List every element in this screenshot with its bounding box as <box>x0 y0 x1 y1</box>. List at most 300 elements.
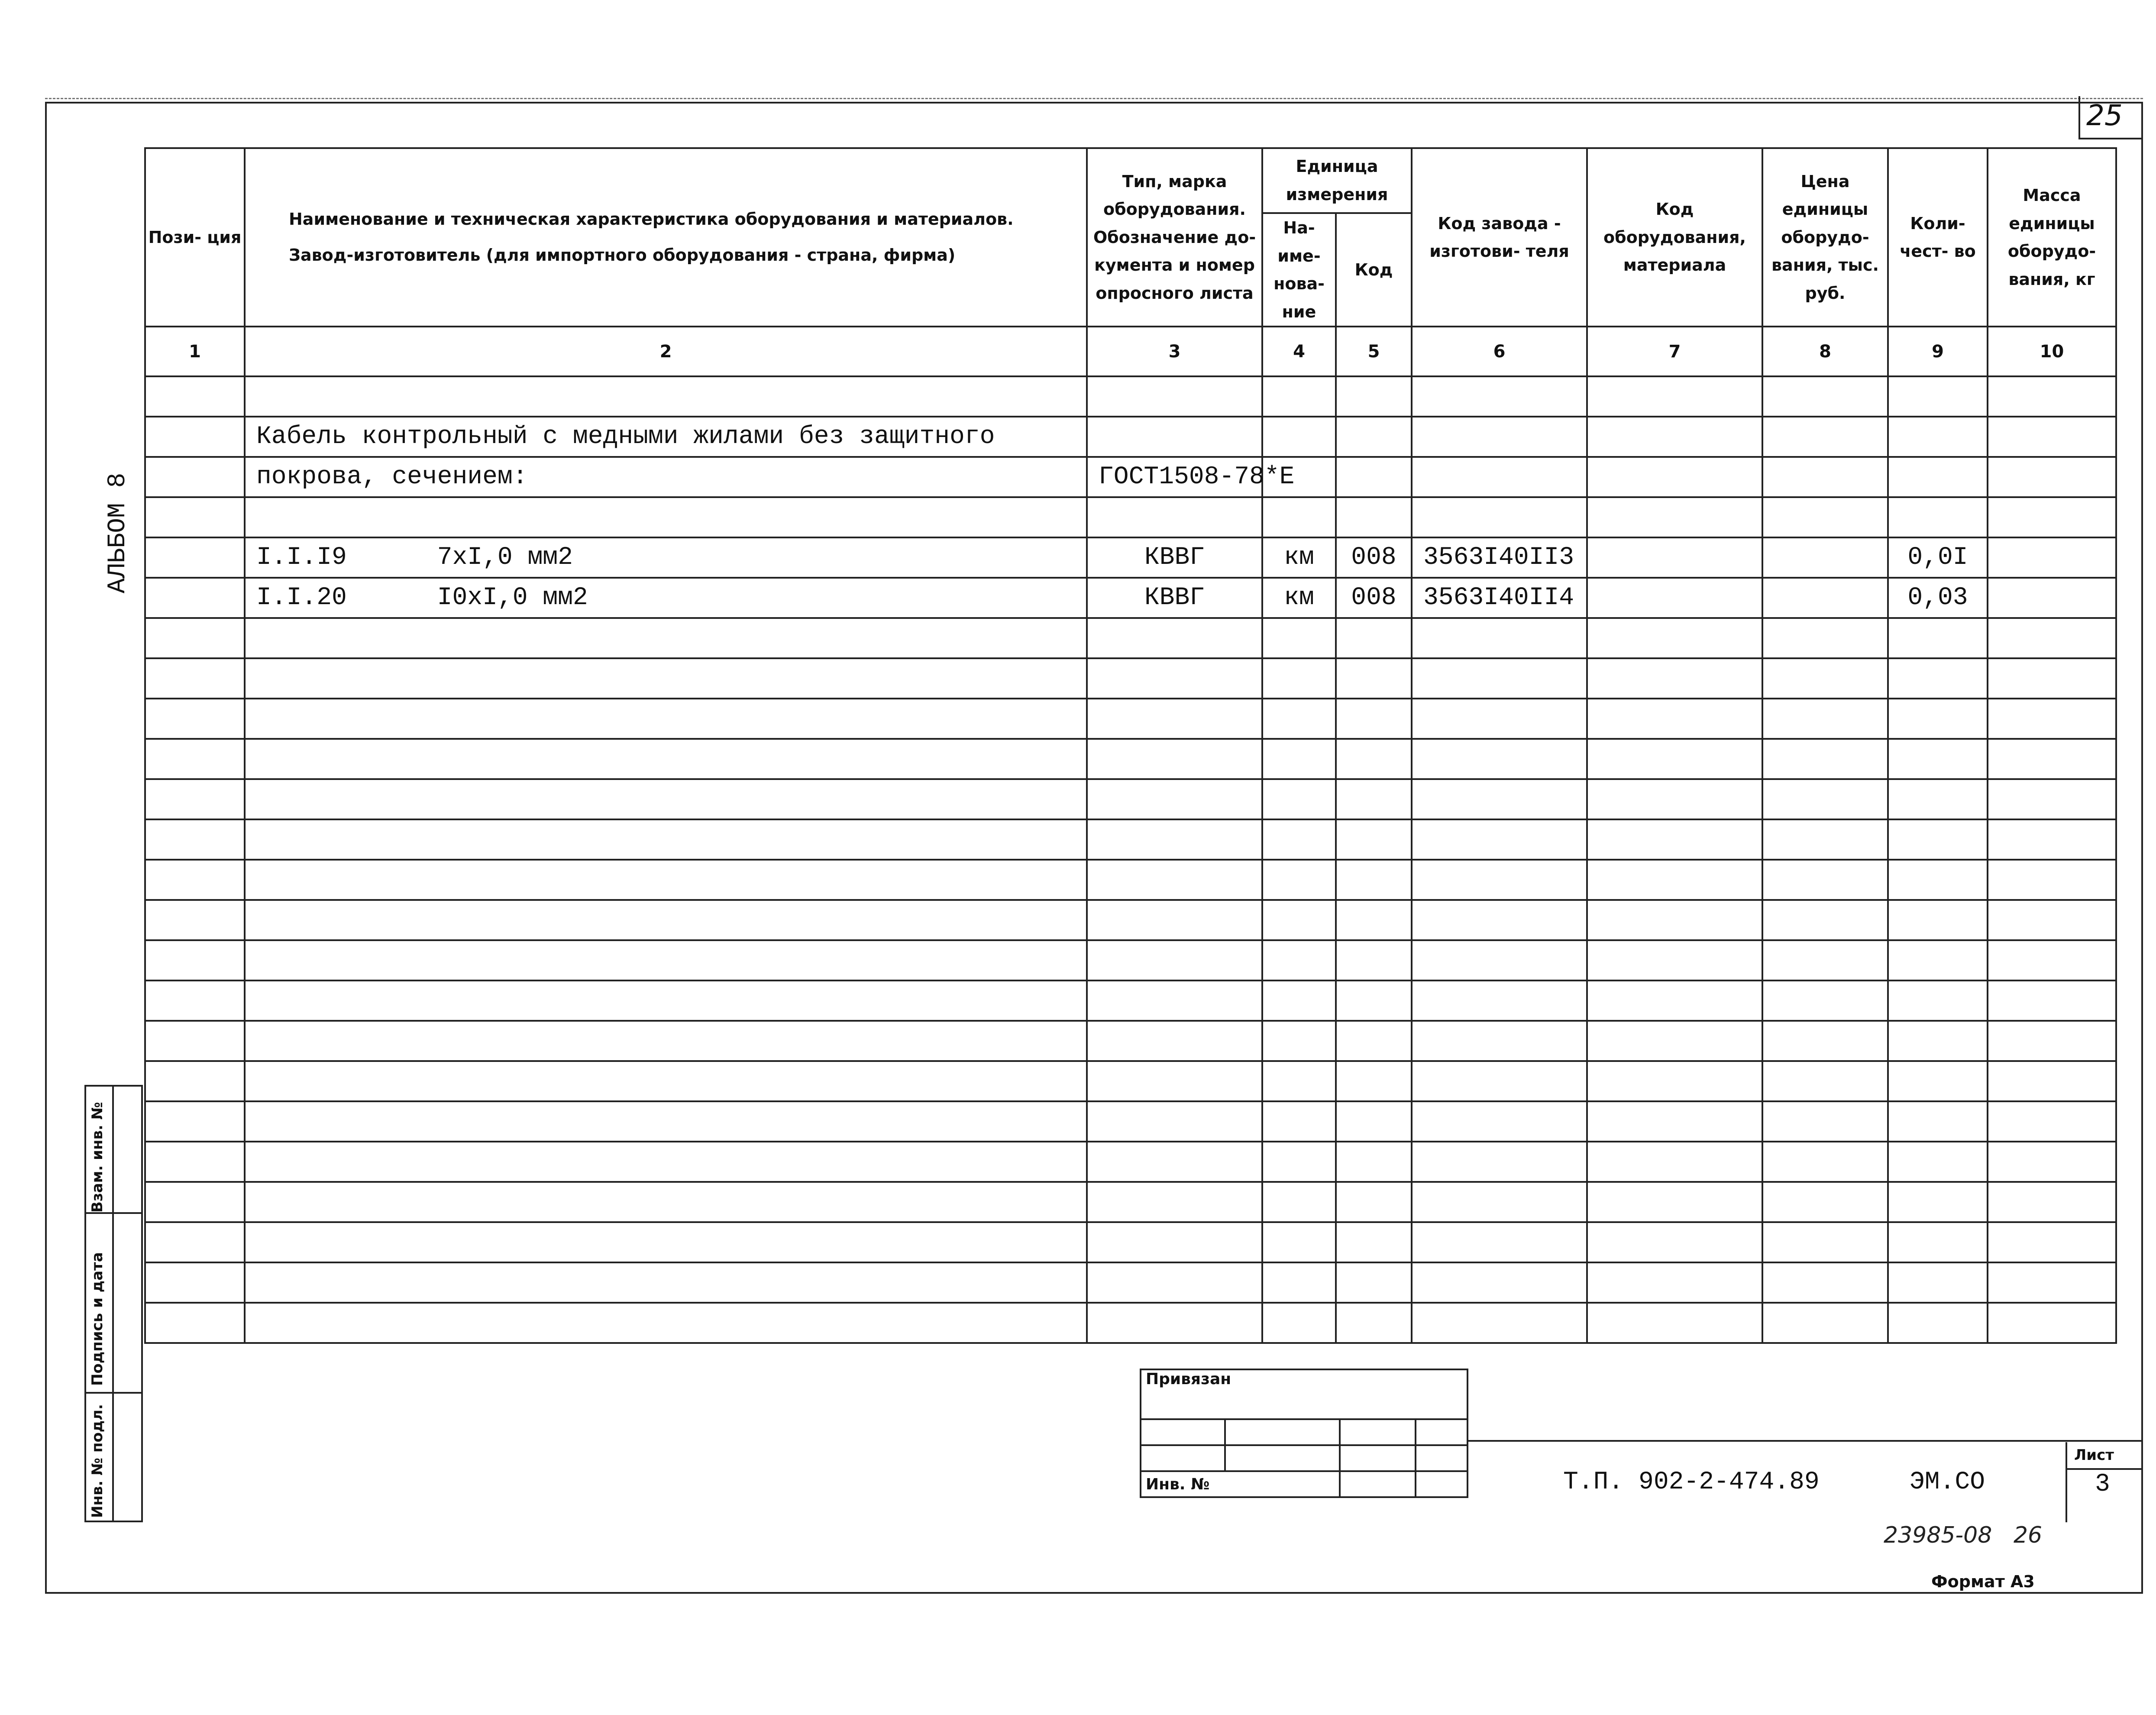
empty-cell <box>1587 658 1762 699</box>
cell-plant-code <box>1412 497 1587 537</box>
empty-cell <box>1412 940 1587 980</box>
empty-cell <box>1988 1142 2116 1182</box>
empty-cell <box>1336 1101 1412 1142</box>
empty-cell <box>1762 658 1888 699</box>
empty-cell <box>1087 1021 1262 1061</box>
empty-cell <box>1762 1182 1888 1222</box>
empty-cell <box>1587 1262 1762 1303</box>
empty-cell <box>1587 1142 1762 1182</box>
document-code: Т.П. 902-2-474.89 <box>1563 1468 1820 1496</box>
empty-cell <box>1988 699 2116 739</box>
empty-cell <box>1262 1021 1336 1061</box>
cell-type: КВВГ <box>1087 578 1262 618</box>
empty-cell <box>1888 739 1988 779</box>
title-block-line <box>1467 1440 2143 1442</box>
empty-cell <box>245 739 1087 779</box>
empty-cell <box>245 1021 1087 1061</box>
empty-cell <box>1762 618 1888 658</box>
empty-cell <box>1087 860 1262 900</box>
empty-cell <box>1888 1182 1988 1222</box>
empty-cell <box>1087 699 1262 739</box>
empty-cell <box>1412 1182 1587 1222</box>
cell-price <box>1762 376 1888 417</box>
cell-mass <box>1988 497 2116 537</box>
column-number: 7 <box>1587 327 1762 376</box>
empty-cell <box>1412 860 1587 900</box>
empty-cell <box>1087 1142 1262 1182</box>
cell-mass <box>1988 417 2116 457</box>
empty-cell <box>1888 1262 1988 1303</box>
empty-cell <box>1262 940 1336 980</box>
empty-cell <box>1412 900 1587 940</box>
empty-row <box>145 739 2116 779</box>
empty-cell <box>1336 1142 1412 1182</box>
empty-cell <box>145 1303 245 1343</box>
empty-cell <box>1412 980 1587 1021</box>
column-number: 5 <box>1336 327 1412 376</box>
empty-cell <box>1888 860 1988 900</box>
cell-name <box>245 376 1087 417</box>
empty-cell <box>1087 658 1262 699</box>
empty-cell <box>145 860 245 900</box>
cell-plant-code <box>1412 376 1587 417</box>
cell-plant-code: 3563I40II3 <box>1412 537 1587 578</box>
empty-cell <box>1587 1222 1762 1262</box>
empty-cell <box>1336 1303 1412 1343</box>
empty-cell <box>145 980 245 1021</box>
sheet-divider <box>2065 1468 2143 1470</box>
cell-position <box>145 497 245 537</box>
cell-unit: км <box>1262 537 1336 578</box>
cell-plant-code: 3563I40II4 <box>1412 578 1587 618</box>
empty-cell <box>245 980 1087 1021</box>
empty-cell <box>1412 618 1587 658</box>
empty-cell <box>1412 1262 1587 1303</box>
empty-cell <box>1762 1262 1888 1303</box>
cell-code <box>1336 497 1412 537</box>
cell-name <box>245 497 1087 537</box>
empty-row <box>145 900 2116 940</box>
empty-cell <box>1762 980 1888 1021</box>
empty-cell <box>1762 779 1888 819</box>
cell-quantity <box>1888 497 1988 537</box>
cell-type <box>1087 376 1262 417</box>
cell-mass <box>1988 457 2116 497</box>
header-type: Тип, марка оборудования. Обозначение до- кумента и номер опросного листа <box>1087 148 1262 327</box>
empty-cell <box>1262 819 1336 860</box>
empty-cell <box>1087 900 1262 940</box>
cell-equipment-code <box>1587 457 1762 497</box>
cell-equipment-code <box>1587 578 1762 618</box>
empty-cell <box>1587 1101 1762 1142</box>
empty-row <box>145 779 2116 819</box>
column-number: 1 <box>145 327 245 376</box>
empty-cell <box>1412 1303 1587 1343</box>
empty-cell <box>1262 699 1336 739</box>
empty-row <box>145 819 2116 860</box>
empty-cell <box>1762 1303 1888 1343</box>
empty-cell <box>1412 658 1587 699</box>
sheet-label: Лист <box>2074 1446 2114 1464</box>
header-plant-code: Код завода - изготови- теля <box>1412 148 1587 327</box>
table-row <box>145 376 2116 417</box>
empty-cell <box>245 658 1087 699</box>
empty-row <box>145 699 2116 739</box>
empty-cell <box>1762 819 1888 860</box>
empty-cell <box>245 1222 1087 1262</box>
empty-cell <box>245 699 1087 739</box>
empty-cell <box>1988 618 2116 658</box>
empty-cell <box>1336 819 1412 860</box>
empty-cell <box>1988 1182 2116 1222</box>
empty-cell <box>145 1142 245 1182</box>
cell-type <box>1087 417 1262 457</box>
empty-cell <box>1336 1182 1412 1222</box>
empty-cell <box>1587 1182 1762 1222</box>
empty-cell <box>1888 1061 1988 1101</box>
empty-cell <box>1988 860 2116 900</box>
cell-price <box>1762 578 1888 618</box>
empty-row <box>145 658 2116 699</box>
empty-cell <box>1412 1142 1587 1182</box>
cell-position <box>145 457 245 497</box>
column-number: 6 <box>1412 327 1587 376</box>
empty-cell <box>1412 1101 1587 1142</box>
empty-row <box>145 860 2116 900</box>
empty-cell <box>145 1262 245 1303</box>
empty-cell <box>1888 658 1988 699</box>
empty-row <box>145 1142 2116 1182</box>
column-number: 4 <box>1262 327 1336 376</box>
empty-cell <box>1262 1222 1336 1262</box>
document-mark: ЭМ.СО <box>1910 1468 1985 1496</box>
empty-cell <box>1587 1303 1762 1343</box>
empty-cell <box>1262 658 1336 699</box>
empty-cell <box>1262 1303 1336 1343</box>
cell-unit <box>1262 376 1336 417</box>
empty-cell <box>145 1222 245 1262</box>
column-number: 8 <box>1762 327 1888 376</box>
cell-type <box>1087 497 1262 537</box>
table-row <box>145 578 2116 618</box>
empty-cell <box>1888 980 1988 1021</box>
empty-cell <box>1412 699 1587 739</box>
empty-row <box>145 1101 2116 1142</box>
header-quantity: Коли- чест- во <box>1888 148 1988 327</box>
header-price: Цена единицы оборудо- вания, тыс. руб. <box>1762 148 1888 327</box>
empty-cell <box>245 1182 1087 1222</box>
empty-cell <box>1587 699 1762 739</box>
empty-row <box>145 1182 2116 1222</box>
sheet-number: 3 <box>2095 1470 2110 1498</box>
cell-quantity: 0,03 <box>1888 578 1988 618</box>
empty-cell <box>1587 1021 1762 1061</box>
empty-cell <box>1087 1303 1262 1343</box>
cell-code <box>1336 376 1412 417</box>
cell-unit <box>1262 417 1336 457</box>
cell-type: КВВГ <box>1087 537 1262 578</box>
empty-cell <box>1262 779 1336 819</box>
cell-code <box>1336 457 1412 497</box>
empty-cell <box>1988 658 2116 699</box>
cell-unit <box>1262 497 1336 537</box>
empty-cell <box>1336 1021 1412 1061</box>
empty-cell <box>1988 1021 2116 1061</box>
cell-price <box>1762 497 1888 537</box>
empty-cell <box>1762 699 1888 739</box>
empty-cell <box>1988 900 2116 940</box>
empty-cell <box>145 940 245 980</box>
header-position: Пози- ция <box>145 148 245 327</box>
empty-cell <box>1762 860 1888 900</box>
empty-cell <box>145 739 245 779</box>
empty-cell <box>1888 1021 1988 1061</box>
empty-cell <box>1762 1021 1888 1061</box>
empty-cell <box>1888 1101 1988 1142</box>
empty-cell <box>1336 739 1412 779</box>
empty-cell <box>1336 699 1412 739</box>
empty-cell <box>1336 658 1412 699</box>
empty-cell <box>1888 1222 1988 1262</box>
column-number: 9 <box>1888 327 1988 376</box>
empty-cell <box>145 1021 245 1061</box>
empty-cell <box>145 819 245 860</box>
empty-cell <box>1587 1061 1762 1101</box>
empty-cell <box>1587 860 1762 900</box>
sidebar-label-podpis: Подпись и дата <box>89 1252 106 1386</box>
empty-cell <box>145 1182 245 1222</box>
empty-cell <box>1087 1061 1262 1101</box>
cell-type: ГОСТ1508-78*Е <box>1087 457 1262 497</box>
empty-cell <box>1888 1303 1988 1343</box>
table-row <box>145 417 2116 457</box>
empty-cell <box>145 699 245 739</box>
header-equipment-code: Код оборудования, материала <box>1587 148 1762 327</box>
empty-cell <box>1888 618 1988 658</box>
empty-cell <box>1762 900 1888 940</box>
header-row-top <box>145 148 2116 213</box>
cell-code: 008 <box>1336 578 1412 618</box>
empty-cell <box>245 1142 1087 1182</box>
page-number: 25 <box>2086 99 2123 132</box>
empty-cell <box>1988 940 2116 980</box>
empty-cell <box>245 779 1087 819</box>
empty-row <box>145 618 2116 658</box>
empty-row <box>145 1021 2116 1061</box>
empty-cell <box>1888 779 1988 819</box>
empty-cell <box>245 860 1087 900</box>
cell-position <box>145 537 245 578</box>
empty-cell <box>245 1101 1087 1142</box>
empty-cell <box>1988 1061 2116 1101</box>
empty-cell <box>245 1303 1087 1343</box>
empty-cell <box>1336 618 1412 658</box>
empty-cell <box>1988 779 2116 819</box>
empty-cell <box>1587 779 1762 819</box>
empty-cell <box>1762 1142 1888 1182</box>
empty-cell <box>1336 900 1412 940</box>
cell-position <box>145 376 245 417</box>
header-unit-name: На- име- нова- ние <box>1262 213 1336 327</box>
cell-quantity <box>1888 457 1988 497</box>
header-unit-group: Единица измерения <box>1262 148 1412 213</box>
album-label: АЛЬБОМ 8 <box>104 472 132 593</box>
empty-cell <box>1336 980 1412 1021</box>
cell-price <box>1762 417 1888 457</box>
table-row <box>145 497 2116 537</box>
empty-cell <box>1988 1262 2116 1303</box>
column-number: 10 <box>1988 327 2116 376</box>
sidebar-divider <box>112 1087 114 1521</box>
empty-cell <box>1888 819 1988 860</box>
empty-cell <box>1336 1061 1412 1101</box>
sidebar-label-inv: Инв. № подл. <box>89 1404 106 1518</box>
empty-cell <box>1336 1222 1412 1262</box>
stamp-inv-no: Инв. № <box>1141 1471 1340 1497</box>
empty-cell <box>145 1061 245 1101</box>
empty-cell <box>1587 819 1762 860</box>
stamp-privyazan: Привязан <box>1141 1369 1468 1419</box>
empty-cell <box>245 819 1087 860</box>
empty-cell <box>1762 739 1888 779</box>
empty-cell <box>1336 860 1412 900</box>
empty-cell <box>1336 779 1412 819</box>
cell-quantity <box>1888 417 1988 457</box>
empty-row <box>145 1262 2116 1303</box>
empty-cell <box>1412 1061 1587 1101</box>
empty-row <box>145 940 2116 980</box>
empty-cell <box>1587 739 1762 779</box>
empty-cell <box>1087 819 1262 860</box>
empty-cell <box>1262 1101 1336 1142</box>
empty-cell <box>1988 1303 2116 1343</box>
empty-cell <box>1762 1222 1888 1262</box>
empty-cell <box>1888 1142 1988 1182</box>
empty-cell <box>1087 739 1262 779</box>
sidebar-label-vzam: Взам. инв. № <box>89 1102 106 1213</box>
empty-cell <box>1087 618 1262 658</box>
empty-cell <box>1587 980 1762 1021</box>
empty-cell <box>1087 1101 1262 1142</box>
empty-cell <box>1262 980 1336 1021</box>
empty-cell <box>145 779 245 819</box>
cell-price <box>1762 457 1888 497</box>
empty-cell <box>1762 1061 1888 1101</box>
empty-cell <box>1988 1222 2116 1262</box>
column-number: 2 <box>245 327 1087 376</box>
header-unit-code: Код <box>1336 213 1412 327</box>
empty-cell <box>1412 739 1587 779</box>
empty-cell <box>1087 1222 1262 1262</box>
cell-code <box>1336 417 1412 457</box>
empty-cell <box>245 900 1087 940</box>
empty-cell <box>245 940 1087 980</box>
table-row <box>145 457 2116 497</box>
table-row <box>145 537 2116 578</box>
empty-cell <box>145 900 245 940</box>
empty-cell <box>1262 1142 1336 1182</box>
cell-name: I.I.I9 7xI,0 мм2 <box>245 537 1087 578</box>
empty-cell <box>1988 819 2116 860</box>
empty-cell <box>245 1061 1087 1101</box>
empty-cell <box>245 618 1087 658</box>
empty-cell <box>1262 1182 1336 1222</box>
column-number: 3 <box>1087 327 1262 376</box>
cell-equipment-code <box>1587 497 1762 537</box>
empty-cell <box>1087 1182 1262 1222</box>
cell-name: покрова, сечением: <box>245 457 1087 497</box>
column-number-row <box>145 327 2116 376</box>
empty-cell <box>1587 940 1762 980</box>
handwritten-number: 23985-08 26 <box>1884 1522 2043 1548</box>
cell-price <box>1762 537 1888 578</box>
empty-cell <box>1087 1262 1262 1303</box>
cell-mass <box>1988 376 2116 417</box>
empty-cell <box>1087 940 1262 980</box>
empty-cell <box>1888 940 1988 980</box>
empty-cell <box>1587 900 1762 940</box>
cell-unit: км <box>1262 578 1336 618</box>
empty-row <box>145 1061 2116 1101</box>
empty-cell <box>1888 699 1988 739</box>
header-name-line1: Наименование и техническая характеристика оборудования и материалов. <box>289 209 1014 229</box>
empty-cell <box>1988 980 2116 1021</box>
cell-mass <box>1988 537 2116 578</box>
empty-row <box>145 1222 2116 1262</box>
top-edge-line <box>45 98 2143 99</box>
header-mass: Масса единицы оборудо- вания, кг <box>1988 148 2116 327</box>
empty-cell <box>1988 739 2116 779</box>
cell-code: 008 <box>1336 537 1412 578</box>
empty-cell <box>1587 618 1762 658</box>
empty-cell <box>1262 900 1336 940</box>
cell-name: Кабель контрольный с медными жилами без защитного <box>245 417 1087 457</box>
cell-equipment-code <box>1587 376 1762 417</box>
empty-cell <box>1412 779 1587 819</box>
empty-row <box>145 1303 2116 1343</box>
empty-row <box>145 980 2116 1021</box>
header-name-line2: Завод-изготовитель (для импортного оборудования - страна, фирма) <box>289 246 956 265</box>
empty-cell <box>145 618 245 658</box>
cell-position <box>145 578 245 618</box>
empty-cell <box>1336 1262 1412 1303</box>
cell-name: I.I.20 I0xI,0 мм2 <box>245 578 1087 618</box>
empty-cell <box>1762 940 1888 980</box>
cell-plant-code <box>1412 417 1587 457</box>
cell-plant-code <box>1412 457 1587 497</box>
empty-cell <box>1087 980 1262 1021</box>
empty-cell <box>1762 1101 1888 1142</box>
empty-cell <box>1262 860 1336 900</box>
empty-cell <box>1336 940 1412 980</box>
empty-cell <box>1262 739 1336 779</box>
cell-equipment-code <box>1587 537 1762 578</box>
empty-cell <box>1412 819 1587 860</box>
empty-cell <box>1988 1101 2116 1142</box>
empty-cell <box>1412 1021 1587 1061</box>
cell-mass <box>1988 578 2116 618</box>
format-label: Формат А3 <box>1931 1572 2035 1591</box>
header-name <box>245 148 1087 327</box>
empty-cell <box>245 1262 1087 1303</box>
cell-quantity <box>1888 376 1988 417</box>
cell-position <box>145 417 245 457</box>
cell-quantity: 0,0I <box>1888 537 1988 578</box>
cell-equipment-code <box>1587 417 1762 457</box>
specification-table <box>144 147 2117 1344</box>
empty-cell <box>145 1101 245 1142</box>
empty-cell <box>1262 618 1336 658</box>
